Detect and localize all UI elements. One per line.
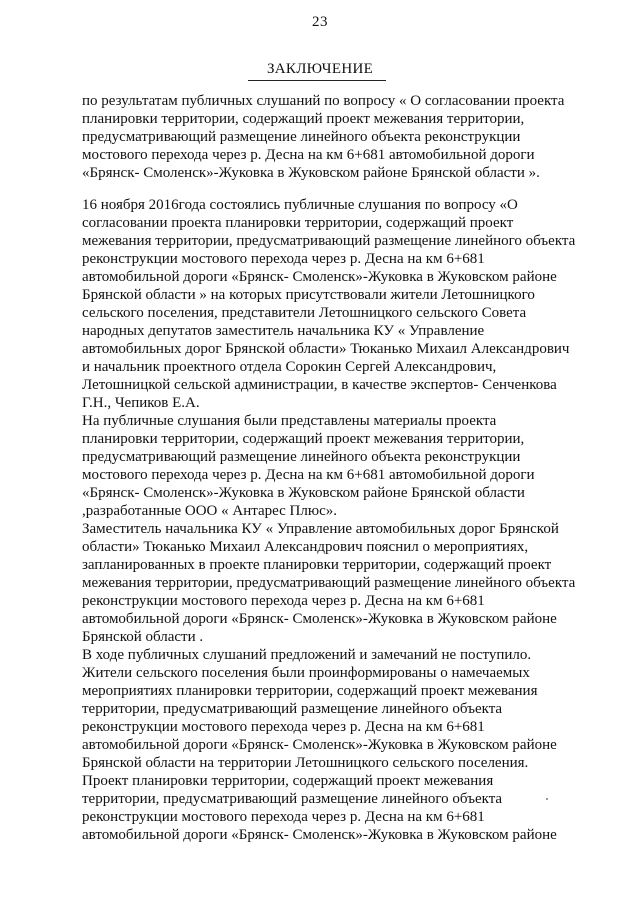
subtitle-line: предусматривающий размещение линейного объекта реконструкции: [82, 129, 521, 145]
body-line: 16 ноября 2016года состоялись публичные слушания по вопросу «О: [82, 197, 518, 213]
body-line: народных депутатов заместитель начальника КУ « Управление: [82, 323, 485, 339]
body-line: автомобильной дороги «Брянск- Смоленск»-Жуковка в Жуковском районе: [82, 827, 557, 843]
heading-underline: [248, 80, 386, 81]
body-line: мостового перехода через р. Десна на км 6+681 автомобильной дороги: [82, 467, 535, 483]
body-line: Летошницкой сельской администрации, в качестве экспертов- Сенченкова: [82, 377, 557, 393]
body-line: межевания территории, предусматривающий размещение линейного объекта: [82, 233, 576, 249]
page-number: 23: [312, 14, 328, 30]
document-subtitle: [82, 92, 565, 182]
document-body: [82, 196, 576, 844]
body-line: реконструкции мостового перехода через р. Десна на км 6+681: [82, 251, 485, 267]
body-line: сельского поселения, представители Летошницкого сельского Совета: [82, 305, 527, 321]
body-line: Проект планировки территории, содержащий проект межевания: [82, 773, 494, 789]
body-line: планировки территории, содержащий проект межевания территории,: [82, 431, 525, 447]
body-line: Брянской области » на которых присутствовали жители Летошницкого: [82, 287, 535, 303]
body-line: автомобильных дорог Брянской области» Тюканько Михаил Александрович: [82, 341, 570, 357]
subtitle-line: планировки территории, содержащий проект межевания территории,: [82, 111, 525, 127]
body-line: Жители сельского поселения были проинформированы о намечаемых: [82, 665, 530, 681]
body-line: «Брянск- Смоленск»-Жуковка в Жуковском районе Брянской области: [82, 485, 525, 501]
body-line: запланированных в проекте планировки территории, содержащий проект: [82, 557, 552, 573]
paragraph-materials-presented: [82, 412, 562, 520]
body-line: Брянской области .: [82, 629, 204, 645]
paragraph-no-objections: [82, 646, 562, 772]
body-line: и начальник проектного отдела Сорокин Сергей Александрович,: [82, 359, 497, 375]
body-line: территории, предусматривающий размещение линейного объекта: [82, 791, 503, 807]
subtitle-line: по результатам публичных слушаний по вопросу « О согласовании проекта: [82, 93, 565, 109]
body-line: Заместитель начальника КУ « Управление автомобильных дорог Брянской: [82, 521, 559, 537]
body-line: межевания территории, предусматривающий размещение линейного объекта: [82, 575, 576, 591]
body-line: В ходе публичных слушаний предложений и замечаний не поступило.: [82, 647, 532, 663]
document-heading: ЗАКЛЮЧЕНИЕ: [266, 61, 374, 77]
body-line: На публичные слушания были представлены материалы проекта: [82, 413, 497, 429]
body-line: автомобильной дороги «Брянск- Смоленск»-Жуковка в Жуковском районе: [82, 611, 557, 627]
body-line: области» Тюканько Михаил Александрович пояснил о мероприятиях,: [82, 539, 529, 555]
body-line: мероприятиях планировки территории, содержащий проект межевания: [82, 683, 538, 699]
scan-speck: [546, 798, 548, 800]
paragraph-deputy-explanation: [82, 520, 576, 646]
body-line: предусматривающий размещение линейного объекта реконструкции: [82, 449, 521, 465]
paragraph-hearing-held: [82, 196, 576, 412]
paragraph-project-conclusion: [82, 772, 562, 844]
body-line: реконструкции мостового перехода через р. Десна на км 6+681: [82, 593, 485, 609]
body-line: реконструкции мостового перехода через р. Десна на км 6+681: [82, 719, 485, 735]
subtitle-line: «Брянск- Смоленск»-Жуковка в Жуковском районе Брянской области ».: [82, 165, 540, 181]
body-line: автомобильной дороги «Брянск- Смоленск»-Жуковка в Жуковском районе: [82, 737, 557, 753]
body-line: реконструкции мостового перехода через р. Десна на км 6+681: [82, 809, 485, 825]
body-line: ,разработанные ООО « Антарес Плюс».: [82, 503, 337, 519]
body-line: согласовании проекта планировки территории, содержащий проект: [82, 215, 514, 231]
body-line: Г.Н., Чепиков Е.А.: [82, 395, 200, 411]
subtitle-line: мостового перехода через р. Десна на км 6+681 автомобильной дороги: [82, 147, 535, 163]
body-line: Брянской области на территории Летошницкого сельского поселения.: [82, 755, 529, 771]
body-line: автомобильной дороги «Брянск- Смоленск»-Жуковка в Жуковском районе: [82, 269, 557, 285]
body-line: территории, предусматривающий размещение линейного объекта: [82, 701, 503, 717]
